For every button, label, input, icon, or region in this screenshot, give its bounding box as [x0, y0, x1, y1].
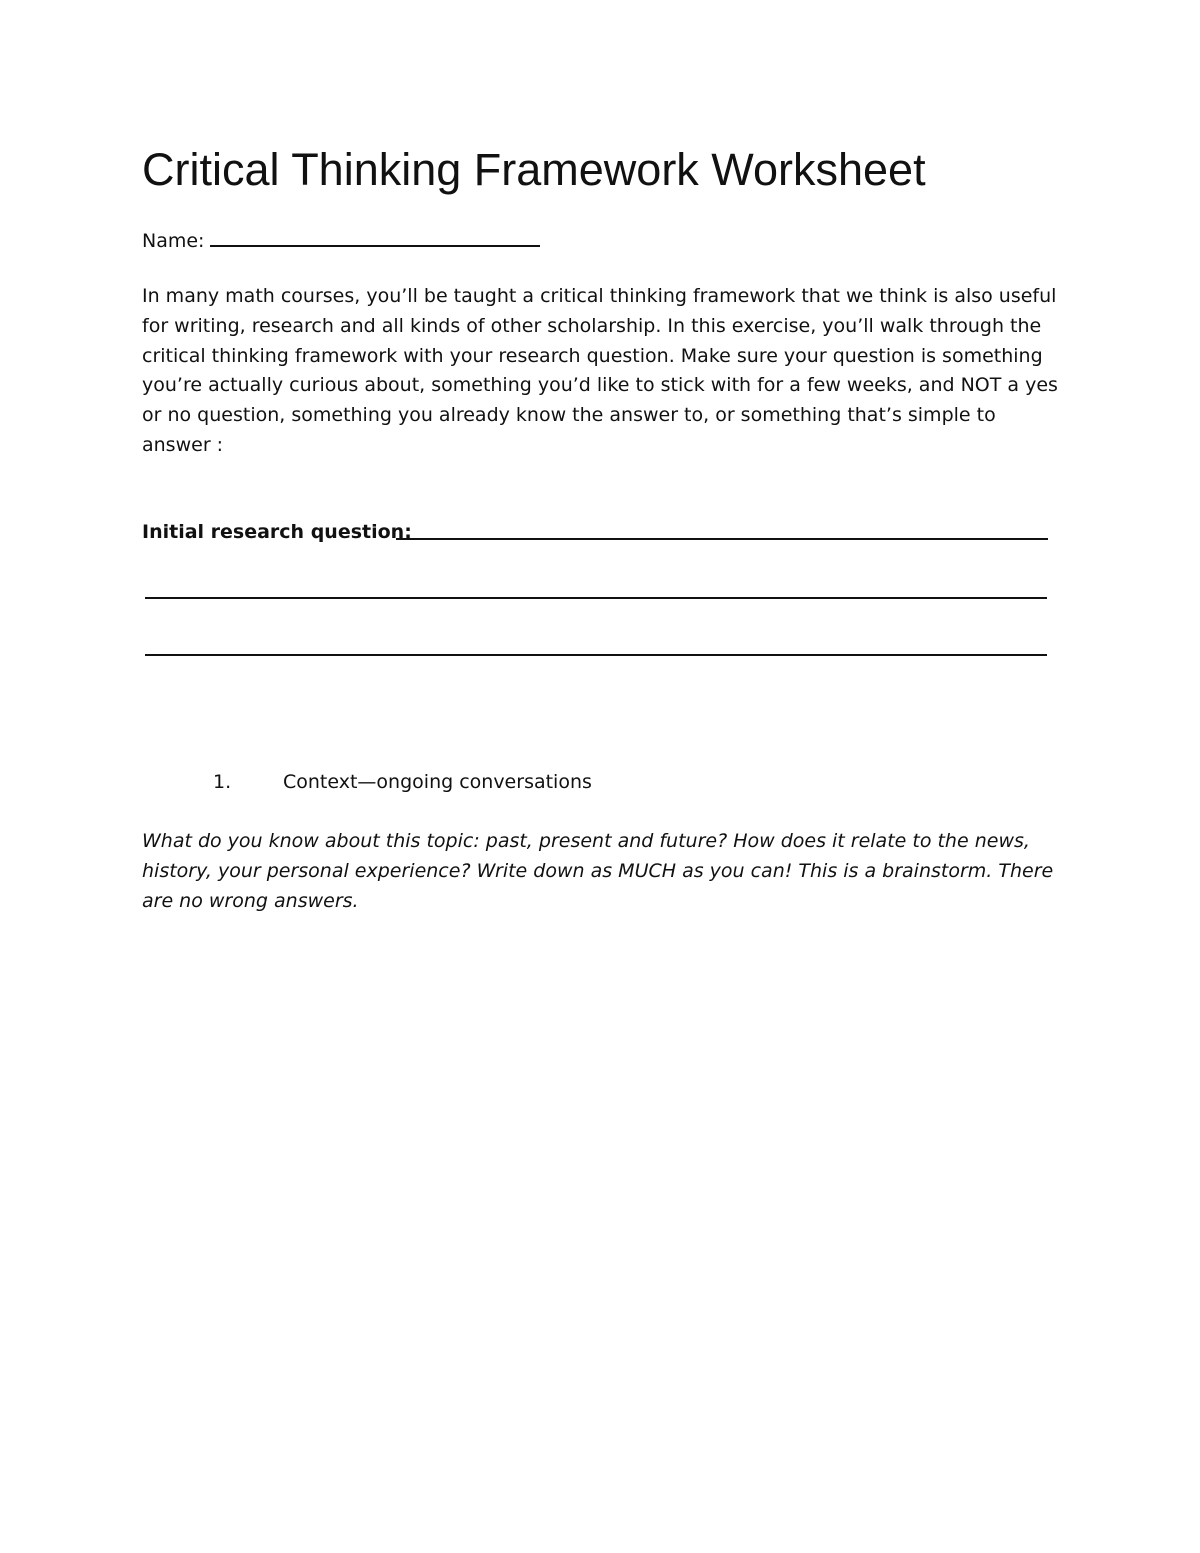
- section-number: 1.: [213, 771, 232, 793]
- initial-research-question-blank-line: [396, 538, 1048, 540]
- answer-blank-line: [145, 597, 1047, 599]
- section-title: Context—ongoing conversations: [283, 771, 592, 793]
- intro-paragraph: In many math courses, you’ll be taught a critical thinking framework that we think is also useful for writing, research and all kinds of other scholarship. In this exercise, you’ll walk through the critical thinking framework with your research question. Make sure your question is something you’re actually curious about, something you’d like to stick with for a few weeks, and NOT a yes or no question, something you already know the answer to, or something that’s simple to answer :: [142, 285, 1058, 456]
- section-prompt: What do you know about this topic: past, present and future? How does it relate to the news, history, your personal experience? Write down as MUCH as you can! This is a brainstorm. There are no wrong answers.: [142, 830, 1054, 912]
- name-blank-line: [210, 226, 540, 247]
- name-row: [142, 226, 540, 256]
- name-label: Name:: [142, 230, 205, 252]
- page-title: Critical Thinking Framework Worksheet: [142, 144, 926, 195]
- initial-research-question-label: Initial research question:: [142, 521, 412, 543]
- answer-blank-line: [145, 654, 1047, 656]
